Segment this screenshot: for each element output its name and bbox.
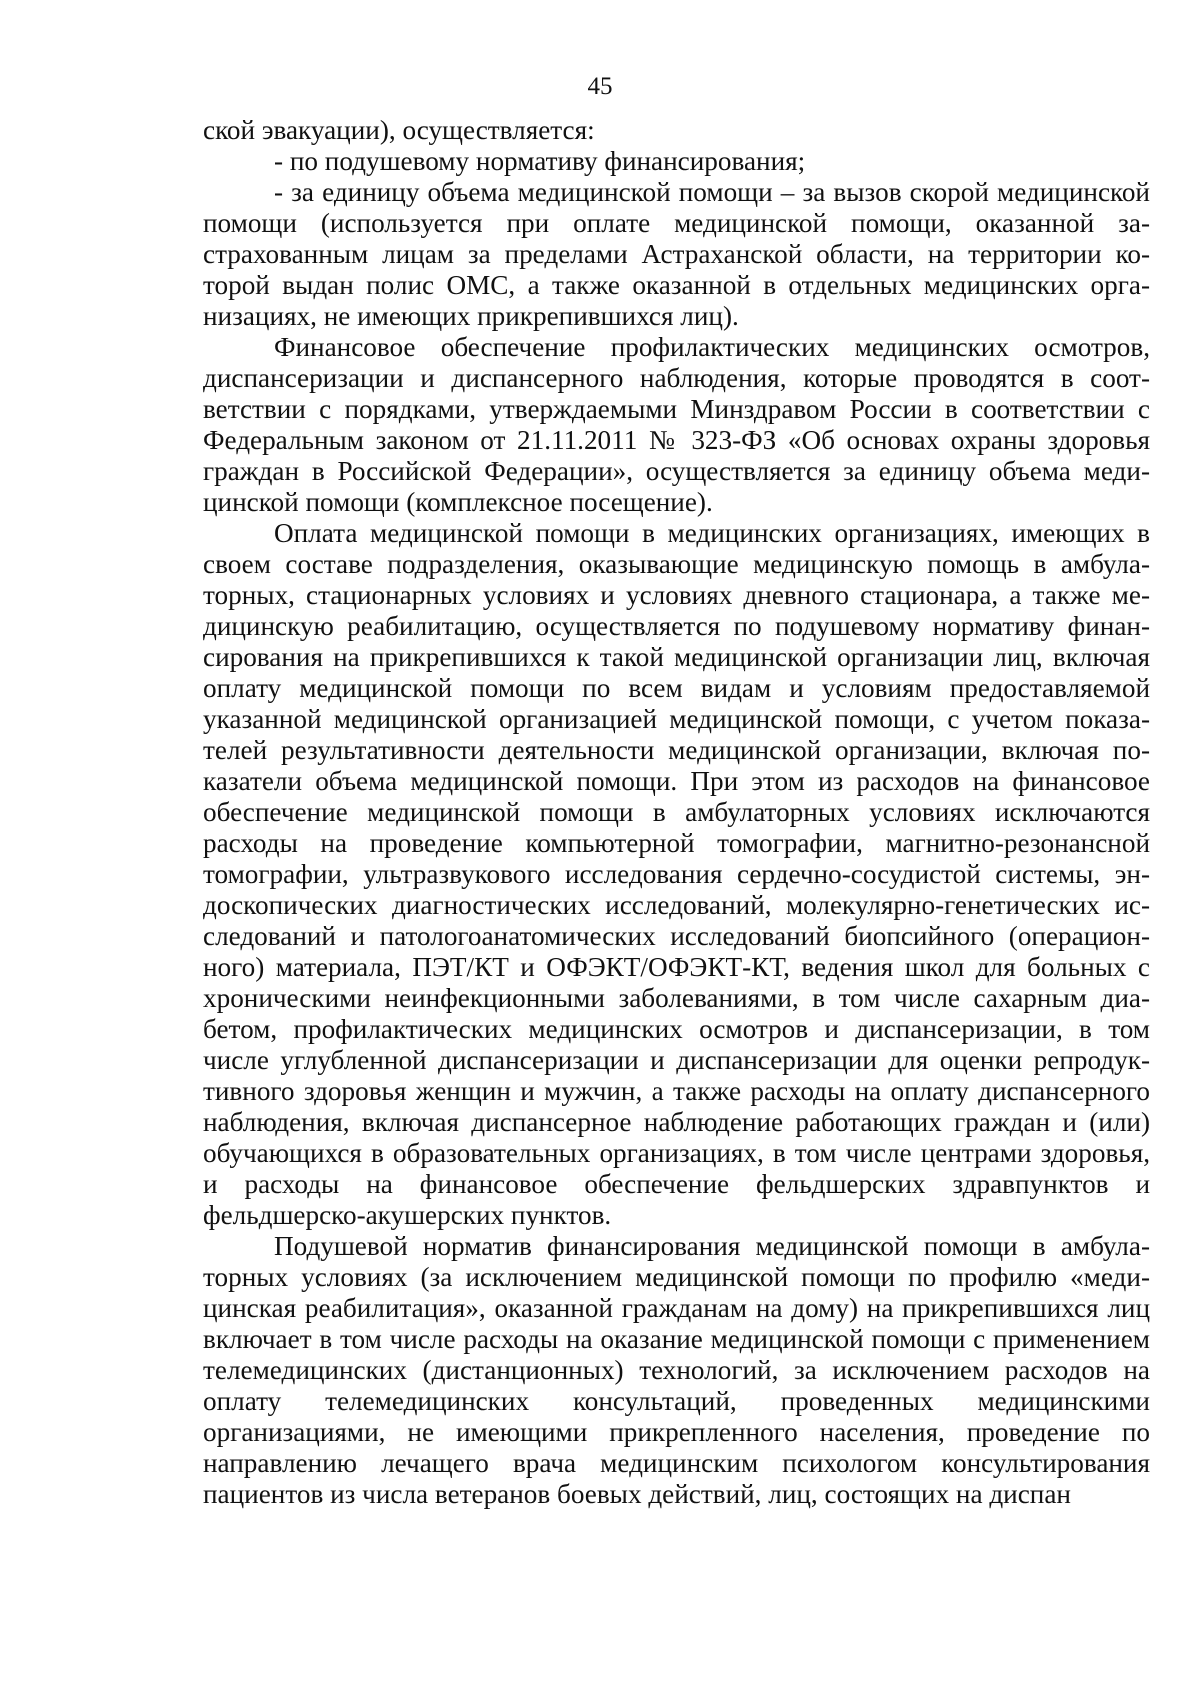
document-body (203, 115, 1150, 1510)
paragraph-payment-organizations: Оплата медицинской помощи в медицинских организациях, имеющих в своем составе подразделения, оказывающие медицинскую помощь в амбулаторных, стационарных условиях и условиях дневного стационара, а также медицинскую реабилитацию, осуществляется по подушевому нормативу финансирования на прикрепившихся к такой медицинской организации лиц, включая оплату медицинской помощи по всем видам и условиям предоставляемой указанной медицинской организацией медицинской помощи, с учетом показателей результативности деятельности медицинской организации, включая показатели объема медицинской помощи. При этом из расходов на финансовое обеспечение медицинской помощи в амбулаторных условиях исключаются расходы на проведение компьютерной томографии, магнитно-резонансной томографии, ультразвукового исследования сердечно-сосудистой системы, эндоскопических диагностических исследований, молекулярно-генетических исследований и патологоанатомических исследований биопсийного (операционного) материала, ПЭТ/КТ и ОФЭКТ/ОФЭКТ-КТ, ведения школ для больных с хроническими неинфекционными заболеваниями, в том числе сахарным диабетом, профилактических медицинских осмотров и диспансеризации, в том числе углубленной диспансеризации и диспансеризации для оценки репродуктивного здоровья женщин и мужчин, а также расходы на оплату диспансерного наблюдения, включая диспансерное наблюдение работающих граждан и (или) обучающихся в образовательных организациях, в том числе центрами здоровья, и расходы на финансовое обеспечение фельдшерских здравпунктов и фельдшерско-акушерских пунктов. (203, 518, 1150, 1230)
list-item-per-capita: - по подушевому нормативу финансирования; (274, 146, 806, 176)
paragraph-continuation: ской эвакуации), осуществляется: (203, 115, 595, 145)
paragraph-financing-checkups: Финансовое обеспечение профилактических медицинских осмотров, диспансеризации и диспансерного наблюдения, которые проводятся в соответствии с порядками, утверждаемыми Минздравом России в соответствии с Федеральным законом от 21.11.2011 № 323-ФЗ «Об основах охраны здоровья граждан в Российской Федерации», осуществляется за единицу объема медицинской помощи (комплексное посещение). (203, 332, 1150, 517)
list-item-per-unit: - за единицу объема медицинской помощи – за вызов скорой медицинской помощи (используется при оплате медицинской помощи, оказанной застрахованным лицам за пределами Астраханской области, на территории которой выдан полис ОМС, а также оказанной в отдельных медицинских организациях, не имеющих прикрепившихся лиц). (203, 177, 1150, 331)
paragraph-per-capita-standard: Подушевой норматив финансирования медицинской помощи в амбулаторных условиях (за исключением медицинской помощи по профилю «медицинская реабилитация», оказанной гражданам на дому) на прикрепившихся лиц включает в том числе расходы на оказание медицинской помощи с применением телемедицинских (дистанционных) технологий, за исключением расходов на оплату телемедицинских консультаций, проведенных медицинскими организациями, не имеющими прикрепленного населения, проведение по направлению лечащего врача медицинским психологом консультирования пациентов из числа ветеранов боевых действий, лиц, состоящих на диспан (203, 1231, 1150, 1509)
page-number: 45 (587, 73, 613, 100)
